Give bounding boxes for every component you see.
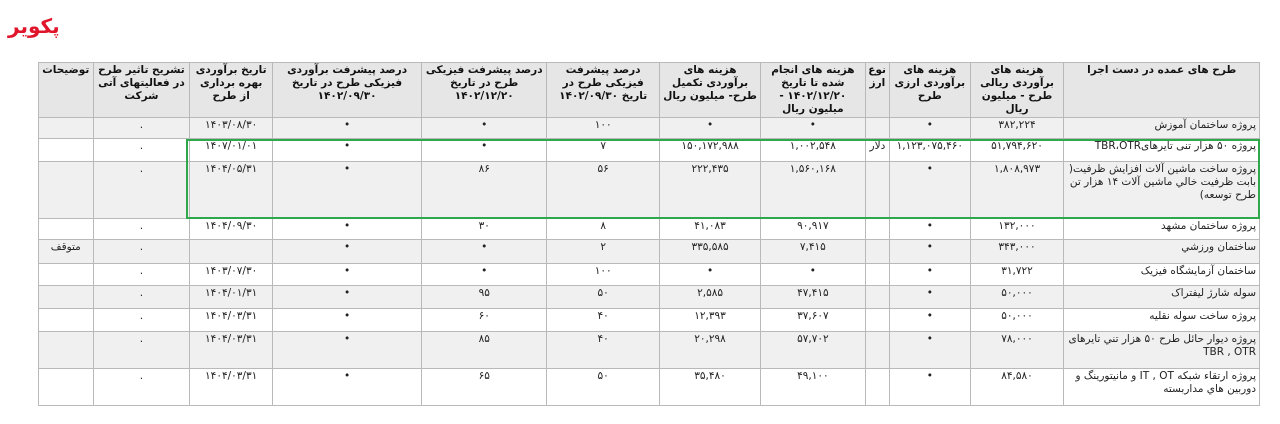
cell-impact: . [93,369,190,406]
cell-fx-cost: • [889,240,970,264]
cell-notes [39,332,94,369]
cell-rial-cost: ۱,۸۰۸,۹۷۳ [970,162,1064,219]
cell-notes [39,264,94,286]
table-row [39,369,1260,406]
cell-currency [865,309,889,332]
header-notes: توضیحات [39,63,94,118]
cell-progress-1220: • [422,139,547,162]
cell-planned-progress: • [272,286,421,309]
cell-planned-progress: • [272,369,421,406]
cell-spent: ۱,۵۶۰,۱۶۸ [760,162,865,219]
cell-impact: . [93,118,190,139]
cell-progress-0930: ۸ [547,219,660,240]
cell-remaining: • [660,264,761,286]
cell-remaining: ۱۲,۳۹۳ [660,309,761,332]
table-row [39,309,1260,332]
cell-spent: ۳۷,۶۰۷ [760,309,865,332]
cell-fx-cost: • [889,332,970,369]
cell-project: پروژه ساختمان مشهد [1064,219,1260,240]
cell-project: پروژه ساختمان آموزش [1064,118,1260,139]
cell-notes [39,309,94,332]
projects-table [38,62,1260,406]
cell-spent: ۷,۴۱۵ [760,240,865,264]
cell-fx-cost: ۱,۱۲۳,۰۷۵,۴۶۰ [889,139,970,162]
cell-progress-0930: ۲ [547,240,660,264]
cell-rial-cost: ۳۸۲,۲۲۴ [970,118,1064,139]
cell-remaining: ۳۳۵,۵۸۵ [660,240,761,264]
table-row [39,219,1260,240]
cell-currency [865,219,889,240]
table-row [39,332,1260,369]
cell-impact: . [93,139,190,162]
cell-launch-date: ۱۴۰۴/۰۵/۳۱ [190,162,273,219]
cell-fx-cost: • [889,162,970,219]
cell-progress-1220: ۸۵ [422,332,547,369]
table-header-row [39,63,1260,118]
cell-progress-1220: ۸۶ [422,162,547,219]
cell-planned-progress: • [272,240,421,264]
header-rial-cost: هزینه های برآوردی ریالی طرح - میلیون ریال [970,63,1064,118]
cell-project: پروژه دیوار حائل طرح ۵۰ هزار تني تایرهای TBR , OTR [1064,332,1260,369]
cell-currency [865,162,889,219]
cell-impact: . [93,162,190,219]
cell-progress-1220: ۶۰ [422,309,547,332]
cell-progress-0930: ۱۰۰ [547,264,660,286]
cell-spent: ۴۷,۴۱۵ [760,286,865,309]
cell-launch-date [190,240,273,264]
cell-progress-0930: ۵۰ [547,286,660,309]
cell-launch-date: ۱۴۰۴/۰۱/۳۱ [190,286,273,309]
cell-spent: • [760,118,865,139]
cell-rial-cost: ۳۴۳,۰۰۰ [970,240,1064,264]
cell-project: پروژه ۵۰ هزار تنی تایرهایTBR،OTR [1064,139,1260,162]
cell-planned-progress: • [272,332,421,369]
table-row [39,286,1260,309]
header-progress-0930: درصد پیشرفت فیزیکی طرح در تاریخ ۱۴۰۲/۰۹/۳۰ [547,63,660,118]
table-row [39,118,1260,139]
cell-planned-progress: • [272,219,421,240]
cell-fx-cost: • [889,286,970,309]
cell-rial-cost: ۳۱,۷۲۲ [970,264,1064,286]
cell-spent: ۵۷,۷۰۲ [760,332,865,369]
cell-impact: . [93,286,190,309]
cell-fx-cost: • [889,369,970,406]
page-title: پکویر [8,14,60,38]
header-planned-progress: درصد پیشرفت برآوردی فیزیکی طرح در تاریخ ۱۴۰۲/۰۹/۳۰ [272,63,421,118]
header-progress-1220: درصد پیشرفت فیزیکی طرح در تاریخ ۱۴۰۲/۱۲/۲۰ [422,63,547,118]
cell-progress-0930: ۷ [547,139,660,162]
cell-launch-date: ۱۴۰۴/۰۹/۳۰ [190,219,273,240]
cell-rial-cost: ۸۴,۵۸۰ [970,369,1064,406]
cell-impact: . [93,219,190,240]
cell-planned-progress: • [272,309,421,332]
header-project: طرح های عمده در دست اجرا [1064,63,1260,118]
header-impact: تشریح تاثیر طرح در فعالیتهای آتی شرکت [93,63,190,118]
cell-impact: . [93,264,190,286]
cell-remaining: ۲۲۲,۴۳۵ [660,162,761,219]
header-spent: هزینه های انجام شده تا تاریخ ۱۴۰۲/۱۲/۲۰ - میلیون ریال [760,63,865,118]
cell-progress-0930: ۱۰۰ [547,118,660,139]
cell-project: پروژه ساخت ماشین آلات افزایش ظرفیت( بابت ظرفیت خالي ماشین آلات ۱۴ هزار تن طرح توسعه) [1064,162,1260,219]
cell-planned-progress: • [272,162,421,219]
cell-remaining: ۳۵,۴۸۰ [660,369,761,406]
header-launch-date: تاریخ برآوردی بهره برداری از طرح [190,63,273,118]
cell-notes [39,139,94,162]
table-row [39,240,1260,264]
cell-planned-progress: • [272,139,421,162]
cell-rial-cost: ۷۸,۰۰۰ [970,332,1064,369]
cell-currency [865,286,889,309]
cell-rial-cost: ۵۰,۰۰۰ [970,309,1064,332]
table-row [39,139,1260,162]
cell-progress-0930: ۵۰ [547,369,660,406]
cell-fx-cost: • [889,264,970,286]
cell-notes [39,369,94,406]
cell-rial-cost: ۱۳۲,۰۰۰ [970,219,1064,240]
table-row [39,264,1260,286]
header-fx-cost: هزینه های برآوردی ارزی طرح [889,63,970,118]
cell-launch-date: ۱۴۰۳/۰۷/۳۰ [190,264,273,286]
cell-project: پروژه ارتقاء شبکه IT , OT و مانیتورینگ و دوربین هاي مداربسته [1064,369,1260,406]
cell-rial-cost: ۵۱,۷۹۴,۶۲۰ [970,139,1064,162]
cell-progress-1220: • [422,118,547,139]
cell-launch-date: ۱۴۰۷/۰۱/۰۱ [190,139,273,162]
header-remaining: هزینه های برآوردی تکمیل طرح- میلیون ریال [660,63,761,118]
cell-progress-1220: • [422,264,547,286]
cell-progress-1220: • [422,240,547,264]
cell-project: پروژه ساخت سوله نقلیه [1064,309,1260,332]
cell-spent: ۱,۰۰۲,۵۴۸ [760,139,865,162]
cell-currency [865,118,889,139]
cell-spent: ۴۹,۱۰۰ [760,369,865,406]
cell-impact: . [93,240,190,264]
cell-project: ساختمان ورزشي [1064,240,1260,264]
header-currency: نوع ارز [865,63,889,118]
cell-planned-progress: • [272,118,421,139]
cell-launch-date: ۱۴۰۴/۰۳/۳۱ [190,309,273,332]
cell-remaining: ۲۰,۲۹۸ [660,332,761,369]
cell-remaining: • [660,118,761,139]
cell-launch-date: ۱۴۰۳/۰۸/۳۰ [190,118,273,139]
cell-progress-0930: ۵۶ [547,162,660,219]
cell-notes [39,286,94,309]
cell-fx-cost: • [889,118,970,139]
cell-spent: • [760,264,865,286]
cell-notes [39,118,94,139]
cell-planned-progress: • [272,264,421,286]
cell-fx-cost: • [889,309,970,332]
cell-currency [865,332,889,369]
cell-project: سوله شارژ لیفتراک [1064,286,1260,309]
cell-currency: دلار [865,139,889,162]
cell-fx-cost: • [889,219,970,240]
cell-remaining: ۲,۵۸۵ [660,286,761,309]
cell-currency [865,264,889,286]
cell-remaining: ۱۵۰,۱۷۲,۹۸۸ [660,139,761,162]
cell-impact: . [93,309,190,332]
cell-progress-1220: ۳۰ [422,219,547,240]
cell-notes [39,162,94,219]
cell-spent: ۹۰,۹۱۷ [760,219,865,240]
cell-progress-1220: ۶۵ [422,369,547,406]
cell-rial-cost: ۵۰,۰۰۰ [970,286,1064,309]
cell-impact: . [93,332,190,369]
cell-launch-date: ۱۴۰۴/۰۳/۳۱ [190,332,273,369]
cell-currency [865,240,889,264]
cell-launch-date: ۱۴۰۴/۰۳/۳۱ [190,369,273,406]
cell-currency [865,369,889,406]
cell-progress-0930: ۴۰ [547,332,660,369]
table-row [39,162,1260,219]
cell-remaining: ۴۱,۰۸۳ [660,219,761,240]
cell-progress-1220: ۹۵ [422,286,547,309]
cell-notes [39,219,94,240]
cell-notes: متوقف [39,240,94,264]
cell-project: ساختمان آزمایشگاه فیزیک [1064,264,1260,286]
cell-progress-0930: ۴۰ [547,309,660,332]
